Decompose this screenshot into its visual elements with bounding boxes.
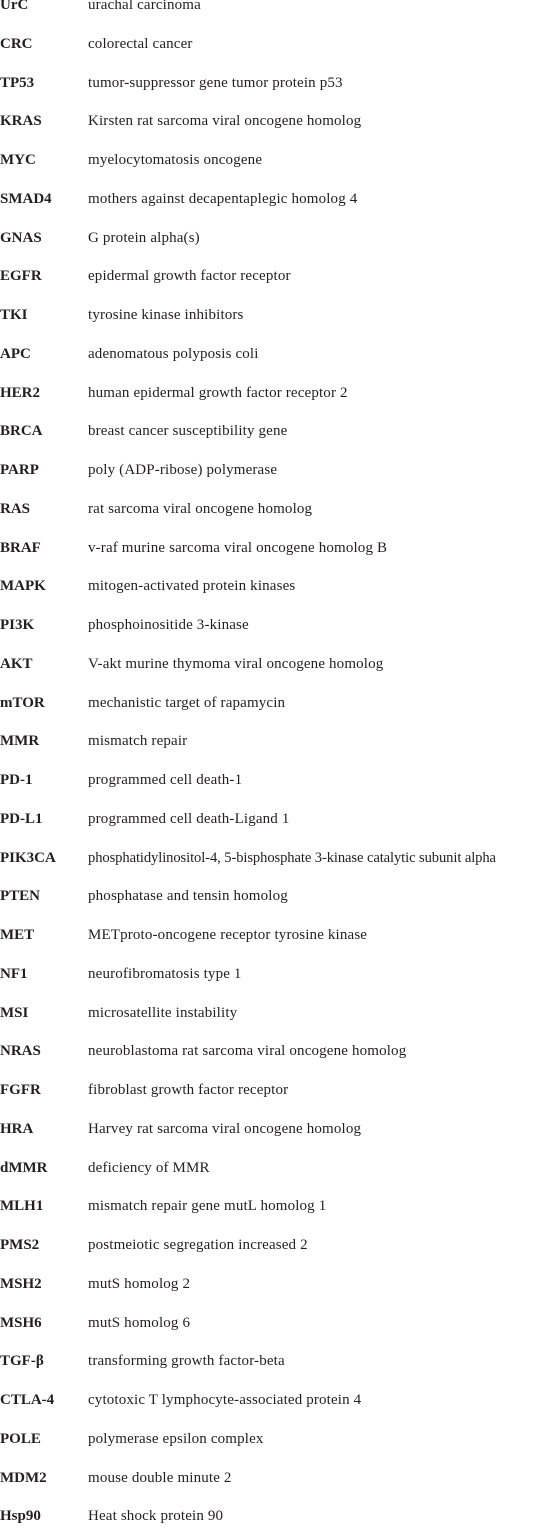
abbreviation-row: [0, 1275, 558, 1297]
abbreviation-definition: programmed cell death-Ligand 1: [88, 811, 290, 827]
abbreviation-row: [0, 926, 558, 948]
abbreviation-term: PMS2: [0, 1237, 40, 1253]
abbreviation-definition: tyrosine kinase inhibitors: [88, 307, 244, 323]
abbreviation-row: [0, 732, 558, 754]
abbreviation-term: PD-L1: [0, 811, 43, 827]
abbreviation-definition: polymerase epsilon complex: [88, 1431, 264, 1447]
abbreviation-row: [0, 1469, 558, 1491]
abbreviation-definition: v-raf murine sarcoma viral oncogene homolog B: [88, 540, 388, 556]
abbreviation-term: CTLA-4: [0, 1392, 55, 1408]
abbreviation-term: TKI: [0, 307, 28, 323]
abbreviation-definition: fibroblast growth factor receptor: [88, 1082, 289, 1098]
abbreviation-row: [0, 151, 558, 173]
abbreviation-row: [0, 965, 558, 987]
abbreviation-row: [0, 1159, 558, 1181]
abbreviation-term: POLE: [0, 1431, 41, 1447]
abbreviation-definition: colorectal cancer: [88, 36, 193, 52]
abbreviation-definition: mismatch repair: [88, 733, 188, 749]
abbreviation-term: KRAS: [0, 113, 42, 129]
abbreviation-row: [0, 810, 558, 832]
abbreviation-definition: mothers against decapentaplegic homolog 4: [88, 191, 358, 207]
abbreviation-row: [0, 1314, 558, 1336]
abbreviation-row: [0, 1391, 558, 1413]
abbreviation-term: TGF-β: [0, 1353, 44, 1369]
abbreviation-definition: mitogen-activated protein kinases: [88, 578, 296, 594]
abbreviation-row: [0, 1004, 558, 1026]
abbreviation-term: FGFR: [0, 1082, 41, 1098]
abbreviation-definition: Kirsten rat sarcoma viral oncogene homolog: [88, 113, 362, 129]
abbreviation-term: UrC: [0, 0, 29, 13]
abbreviation-term: MMR: [0, 733, 40, 749]
abbreviation-term: mTOR: [0, 695, 45, 711]
abbreviation-definition: poly (ADP-ribose) polymerase: [88, 462, 278, 478]
abbreviation-row: [0, 500, 558, 522]
abbreviation-term: PI3K: [0, 617, 35, 633]
abbreviation-definition: Harvey rat sarcoma viral oncogene homolog: [88, 1121, 362, 1137]
abbreviation-definition: mismatch repair gene mutL homolog 1: [88, 1198, 327, 1214]
abbreviation-definition: neurofibromatosis type 1: [88, 966, 242, 982]
abbreviation-term: PIK3CA: [0, 850, 56, 866]
abbreviation-row: [0, 1236, 558, 1258]
abbreviation-definition: programmed cell death-1: [88, 772, 243, 788]
abbreviation-term: TP53: [0, 75, 35, 91]
abbreviation-row: [0, 384, 558, 406]
abbreviation-row: [0, 655, 558, 677]
abbreviation-term: MSH2: [0, 1276, 42, 1292]
abbreviation-definition: cytotoxic T lymphocyte-associated protein 4: [88, 1392, 362, 1408]
abbreviation-definition: phosphatidylinositol-4, 5-bisphosphate 3-kinase catalytic subunit alpha: [88, 850, 496, 866]
abbreviation-term: dMMR: [0, 1160, 48, 1176]
abbreviation-definition: rat sarcoma viral oncogene homolog: [88, 501, 313, 517]
abbreviation-definition: breast cancer susceptibility gene: [88, 423, 288, 439]
abbreviation-term: Hsp90: [0, 1508, 41, 1524]
abbreviation-row: [0, 1081, 558, 1103]
abbreviation-term: HER2: [0, 385, 41, 401]
abbreviation-definition: mutS homolog 6: [88, 1315, 191, 1331]
abbreviation-term: BRAF: [0, 540, 41, 556]
abbreviation-term: NRAS: [0, 1043, 41, 1059]
abbreviation-definition: METproto-oncogene receptor tyrosine kinase: [88, 927, 368, 943]
abbreviation-definition: postmeiotic segregation increased 2: [88, 1237, 308, 1253]
abbreviation-row: [0, 1042, 558, 1064]
abbreviation-term: MYC: [0, 152, 36, 168]
abbreviation-definition: myelocytomatosis oncogene: [88, 152, 263, 168]
abbreviation-row: [0, 616, 558, 638]
abbreviation-definition: mechanistic target of rapamycin: [88, 695, 286, 711]
abbreviation-row: [0, 74, 558, 96]
abbreviation-row: [0, 229, 558, 251]
abbreviation-definition: V-akt murine thymoma viral oncogene homolog: [88, 656, 384, 672]
abbreviation-definition: phosphatase and tensin homolog: [88, 888, 288, 904]
abbreviation-term: APC: [0, 346, 31, 362]
abbreviation-row: [0, 771, 558, 793]
abbreviation-term: PARP: [0, 462, 39, 478]
abbreviation-row: [0, 422, 558, 444]
abbreviation-definition: phosphoinositide 3-kinase: [88, 617, 249, 633]
abbreviation-term: PD-1: [0, 772, 33, 788]
abbreviation-term: MSI: [0, 1005, 29, 1021]
abbreviation-term: MET: [0, 927, 35, 943]
abbreviation-definition: neuroblastoma rat sarcoma viral oncogene homolog: [88, 1043, 407, 1059]
abbreviation-term: BRCA: [0, 423, 43, 439]
abbreviation-row: [0, 694, 558, 716]
abbreviation-row: [0, 35, 558, 57]
abbreviation-term: GNAS: [0, 230, 42, 246]
abbreviation-row: [0, 577, 558, 599]
abbreviation-term: EGFR: [0, 268, 42, 284]
abbreviation-term: PTEN: [0, 888, 41, 904]
abbreviation-term: MDM2: [0, 1470, 47, 1486]
abbreviation-definition: adenomatous polyposis coli: [88, 346, 259, 362]
abbreviation-row: [0, 190, 558, 212]
abbreviation-term: CRC: [0, 36, 33, 52]
abbreviation-term: AKT: [0, 656, 33, 672]
abbreviation-term: RAS: [0, 501, 31, 517]
abbreviation-definition: urachal carcinoma: [88, 0, 201, 13]
abbreviation-term: SMAD4: [0, 191, 52, 207]
abbreviation-definition: tumor-suppressor gene tumor protein p53: [88, 75, 343, 91]
abbreviation-row: [0, 267, 558, 289]
abbreviation-term: HRA: [0, 1121, 34, 1137]
abbreviation-row: [0, 0, 558, 18]
abbreviation-row: [0, 461, 558, 483]
abbreviation-definition: human epidermal growth factor receptor 2: [88, 385, 348, 401]
abbreviation-definition: mouse double minute 2: [88, 1470, 232, 1486]
abbreviation-term: MAPK: [0, 578, 46, 594]
abbreviation-row: [0, 345, 558, 367]
abbreviation-row: [0, 539, 558, 561]
abbreviation-term: NF1: [0, 966, 28, 982]
abbreviation-definition: epidermal growth factor receptor: [88, 268, 291, 284]
abbreviation-row: [0, 849, 558, 871]
abbreviation-definition: deficiency of MMR: [88, 1160, 210, 1176]
abbreviation-row: [0, 112, 558, 134]
abbreviation-row: [0, 1120, 558, 1142]
abbreviation-definition: microsatellite instability: [88, 1005, 238, 1021]
abbreviation-term: MSH6: [0, 1315, 42, 1331]
abbreviation-row: [0, 887, 558, 909]
abbreviation-row: [0, 1352, 558, 1374]
abbreviation-row: [0, 1430, 558, 1452]
abbreviation-term: MLH1: [0, 1198, 44, 1214]
abbreviation-definition: transforming growth factor-beta: [88, 1353, 285, 1369]
abbreviation-definition: Heat shock protein 90: [88, 1508, 224, 1524]
abbreviation-row: [0, 1197, 558, 1219]
abbreviation-definition: G protein alpha(s): [88, 230, 200, 246]
abbreviation-definition: mutS homolog 2: [88, 1276, 191, 1292]
abbreviation-row: [0, 306, 558, 328]
